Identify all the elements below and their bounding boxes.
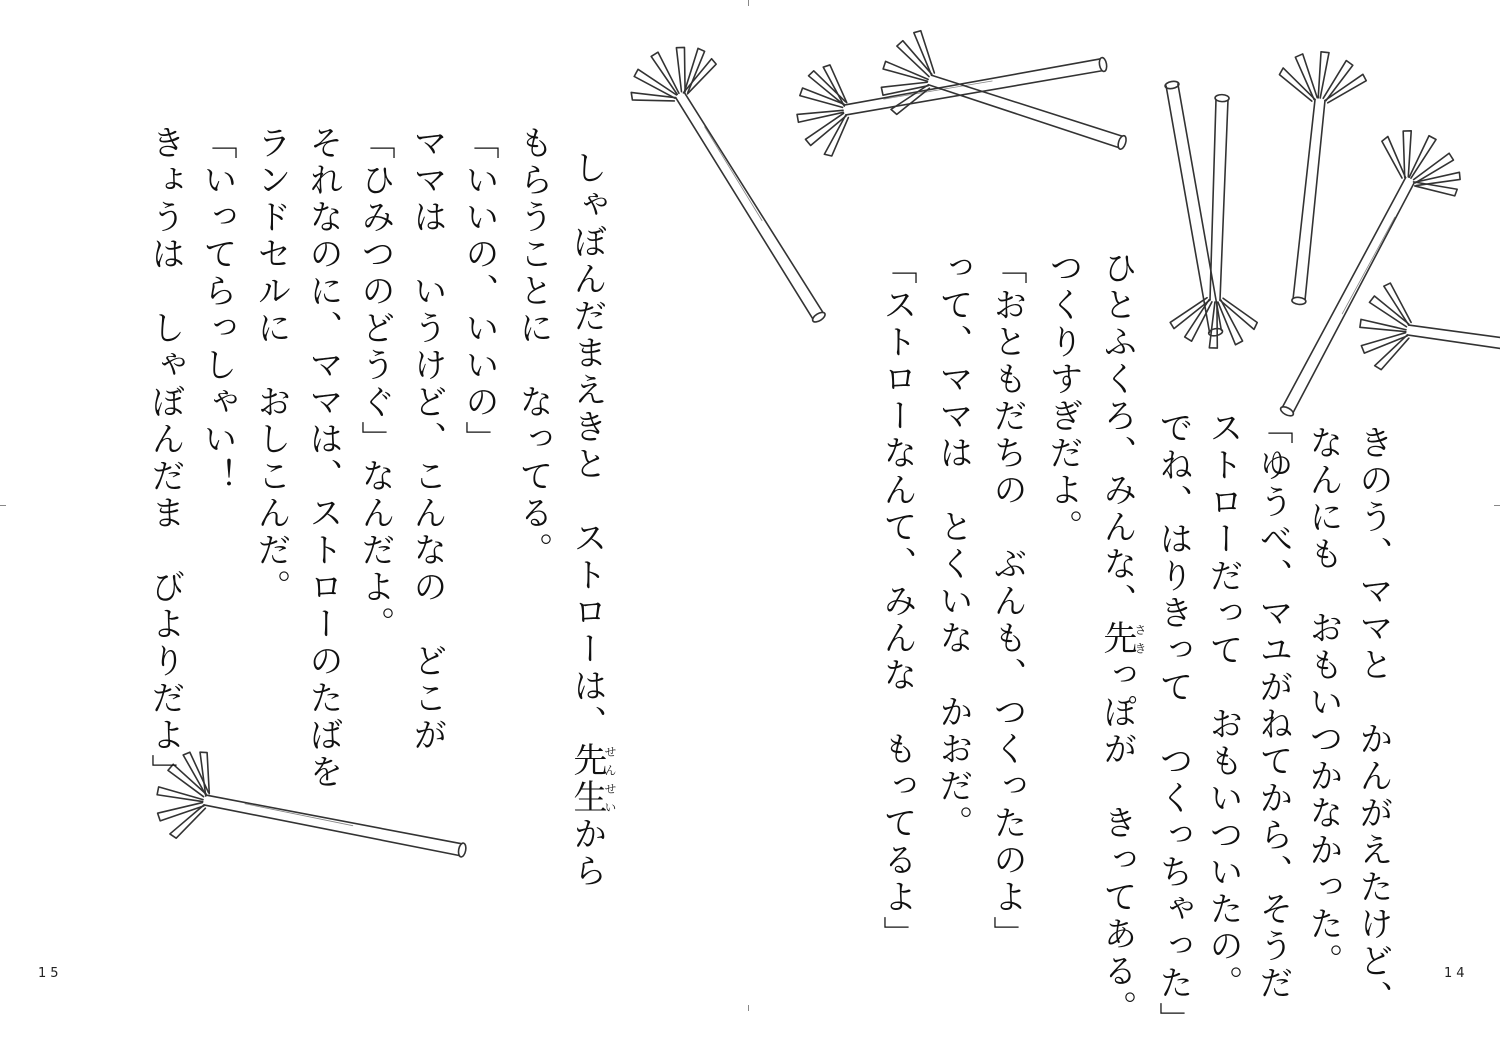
text-segment: から	[567, 816, 607, 890]
text-line: でね、はりきって つくっちゃった」	[1153, 410, 1193, 1039]
text-segment: しゃぼんだまえきと ストローは、	[567, 150, 607, 742]
text-line: なんにも おもいつかなかった。	[1303, 425, 1343, 980]
text-line	[1097, 250, 1147, 1027]
text-line: 「いいの、いいの」	[459, 125, 499, 458]
text-segment: ひとふくろ、みんな、	[1097, 250, 1137, 620]
ruby-reading: さき	[1133, 620, 1147, 657]
text-line: 「ひみつのどうぐ」なんだよ。	[355, 125, 395, 643]
cut-straw-icon	[1256, 48, 1369, 309]
text-line: つくりすぎだよ。	[1043, 250, 1083, 546]
cut-straw-icon	[618, 29, 860, 343]
ruby-word	[567, 742, 617, 816]
text-line: って、ママは とくいな かおだ。	[933, 250, 973, 842]
text-line: 「いってらっしゃい！	[197, 125, 237, 495]
cut-straw-icon	[1169, 93, 1265, 349]
text-line: 「おともだちの ぶんも、つくったのよ」	[987, 250, 1027, 953]
text-line: もらうことに なってる。	[513, 125, 553, 569]
text-line: ランドセルに おしこんだ。	[251, 125, 291, 606]
text-line: それなのに、ママは、ストローのたばを	[303, 125, 343, 791]
ruby-word	[1097, 620, 1147, 657]
text-line: きょうは しゃぼんだま びよりだよ」	[145, 125, 185, 791]
page-number-left: 15	[38, 966, 63, 981]
ruby-base: 先生	[567, 742, 607, 816]
ruby-reading: せんせい	[603, 742, 617, 816]
text-line: 「ストローなんて、みんな もってるよ」	[877, 250, 917, 953]
text-line: きのう、ママと かんがえたけど、	[1353, 425, 1393, 1017]
text-line	[567, 150, 617, 890]
text-line: ママは いうけど、こんなの どこが	[407, 125, 447, 754]
cut-straw-icon	[790, 18, 1114, 161]
text-segment: っぽが きってある。	[1097, 657, 1137, 1027]
text-line: 「ゆうべ、マユがねてから、そうだ	[1253, 410, 1293, 1002]
text-line: ストローだって おもいついたの。	[1203, 410, 1243, 1002]
cut-straw-icon	[1354, 280, 1500, 401]
ruby-base: 先	[1097, 620, 1137, 657]
page-number-right: 14	[1444, 966, 1469, 981]
cut-straw-icon	[1247, 117, 1474, 436]
cut-straw-icon	[1164, 80, 1223, 337]
